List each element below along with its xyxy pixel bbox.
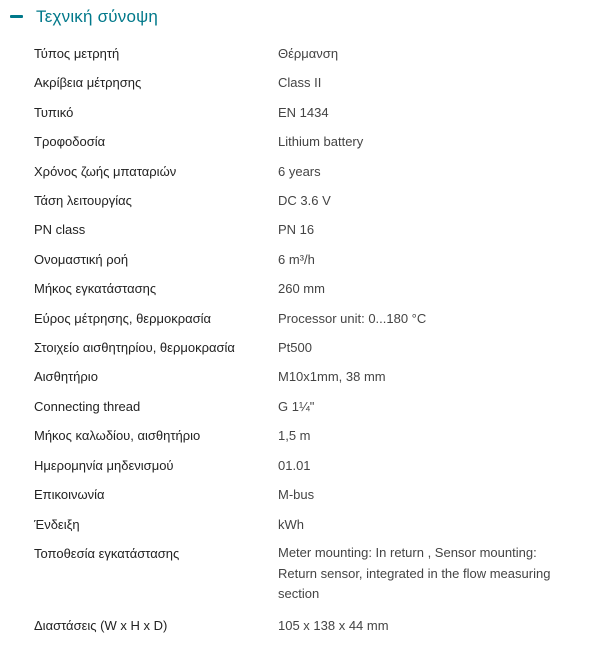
spec-value: 260 mm [278, 281, 325, 297]
spec-label: Τροφοδοσία [34, 134, 106, 150]
spec-row [0, 451, 603, 480]
spec-label: Χρόνος ζωής μπαταριών [34, 163, 177, 179]
spec-row [0, 421, 603, 450]
section-title: Τεχνική σύνοψη [36, 7, 159, 26]
spec-value: M-bus [278, 487, 315, 503]
spec-value: 1,5 m [278, 428, 311, 444]
spec-value: 105 x 138 x 44 mm [278, 617, 389, 633]
spec-row [0, 68, 603, 97]
spec-row [0, 245, 603, 274]
spec-value: Class II [278, 75, 322, 91]
spec-label: Τάση λειτουργίας [34, 193, 132, 209]
spec-value: PN 16 [278, 222, 315, 238]
spec-label: Τυπικό [34, 104, 74, 120]
minus-collapse-icon[interactable] [9, 9, 25, 25]
spec-label: Ημερομηνία μηδενισμού [34, 457, 174, 473]
spec-label: Ονομαστική ροή [34, 251, 129, 267]
technical-summary-header[interactable] [0, 0, 603, 34]
spec-label: Στοιχείο αισθητηρίου, θερμοκρασία [34, 340, 235, 356]
spec-value: 01.01 [278, 457, 311, 473]
spec-label: Αισθητήριο [34, 369, 98, 385]
spec-row [0, 186, 603, 215]
spec-row [0, 215, 603, 244]
spec-row [0, 611, 603, 640]
spec-value: G 1¼" [278, 398, 315, 414]
spec-value: Lithium battery [278, 134, 364, 150]
spec-row [0, 39, 603, 68]
spec-row [0, 333, 603, 362]
spec-value: 6 m³/h [278, 251, 315, 267]
spec-row [0, 480, 603, 509]
spec-label: Διαστάσεις (W x H x D) [34, 617, 168, 633]
spec-value: Pt500 [278, 340, 312, 356]
spec-value: kWh [278, 516, 304, 532]
specs-table [0, 39, 603, 640]
spec-value: Processor unit: 0...180 °C [278, 310, 427, 326]
spec-label: Μήκος καλωδίου, αισθητήριο [34, 428, 201, 444]
spec-row [0, 304, 603, 333]
spec-row [0, 127, 603, 156]
spec-label: Μήκος εγκατάστασης [34, 281, 157, 297]
spec-value: 6 years [278, 163, 321, 179]
spec-value: EN 1434 [278, 104, 329, 120]
spec-row [0, 157, 603, 186]
spec-label: Τοποθεσία εγκατάστασης [34, 545, 180, 561]
spec-row [0, 539, 603, 611]
spec-label: PN class [34, 222, 86, 238]
spec-label: Επικοινωνία [34, 487, 105, 503]
spec-row [0, 392, 603, 421]
spec-label: Εύρος μέτρησης, θερμοκρασία [34, 310, 212, 326]
spec-label: Ένδειξη [34, 516, 80, 532]
spec-value: M10x1mm, 38 mm [278, 369, 386, 385]
spec-row [0, 510, 603, 539]
spec-row [0, 98, 603, 127]
spec-label: Ακρίβεια μέτρησης [34, 75, 142, 91]
spec-value: Meter mounting: In return , Sensor mounting: Return sensor, integrated in the flow measuring section [278, 545, 551, 602]
spec-value: DC 3.6 V [278, 193, 331, 209]
spec-value: Θέρμανση [278, 46, 339, 61]
spec-label: Connecting thread [34, 398, 141, 414]
spec-label: Τύπος μετρητή [34, 46, 120, 61]
spec-row [0, 274, 603, 303]
spec-row [0, 362, 603, 391]
